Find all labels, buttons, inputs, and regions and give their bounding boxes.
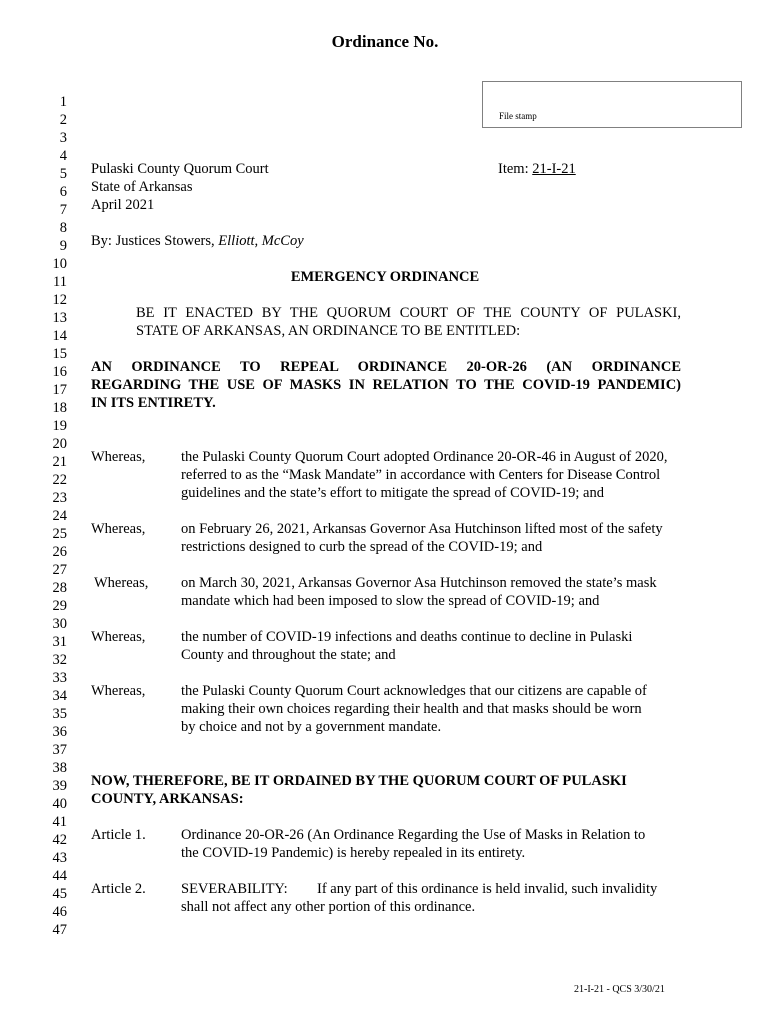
- line-number: 9: [59, 238, 67, 254]
- document-title: Ordinance No.: [331, 32, 439, 51]
- line-number: 30: [52, 616, 67, 632]
- line-number: 47: [52, 922, 67, 938]
- line-number: 38: [52, 760, 67, 776]
- line-number: 11: [53, 274, 67, 290]
- line-number: 10: [52, 256, 67, 272]
- line-number: 40: [52, 796, 67, 812]
- line-number: 22: [52, 472, 67, 488]
- line-number: 39: [52, 778, 67, 794]
- ordinance-type: EMERGENCY ORDINANCE: [290, 269, 480, 285]
- line-number: 29: [52, 598, 67, 614]
- line-number: 24: [52, 508, 67, 524]
- whereas-4-line-1: the number of COVID-19 infections and deaths continue to decline in Pulaski: [181, 629, 633, 645]
- line-number: 16: [52, 364, 67, 380]
- article-2-line-2: shall not affect any other portion of this ordinance.: [181, 899, 476, 915]
- whereas-1-line-2: referred to as the “Mask Mandate” in accordance with Centers for Disease Control: [181, 467, 661, 483]
- state-name: State of Arkansas: [91, 179, 193, 195]
- line-number: 42: [52, 832, 67, 848]
- sponsors-italic: Elliott, McCoy: [218, 233, 304, 249]
- line-number: 20: [52, 436, 67, 452]
- whereas-5-line-3: by choice and not by a government mandate.: [181, 719, 442, 735]
- line-number: 41: [52, 814, 67, 830]
- whereas-label: Whereas,: [94, 575, 149, 591]
- whereas-3-line-1: on March 30, 2021, Arkansas Governor Asa Hutchinson removed the state’s mask: [181, 575, 657, 591]
- article-label: Article 2.: [91, 881, 146, 897]
- whereas-label: Whereas,: [91, 629, 146, 645]
- line-number: 25: [52, 526, 67, 542]
- document-date: April 2021: [91, 197, 155, 213]
- line-number: 32: [52, 652, 67, 668]
- line-number: 3: [59, 130, 67, 146]
- whereas-label: Whereas,: [91, 683, 146, 699]
- ordinance-title-line-3: IN ITS ENTIRETY.: [91, 395, 216, 411]
- line-number: 8: [59, 220, 67, 236]
- line-number: 23: [52, 490, 67, 506]
- whereas-1-line-3: guidelines and the state’s effort to mitigate the spread of COVID-19; and: [181, 485, 604, 501]
- whereas-label: Whereas,: [91, 449, 146, 465]
- line-number: 18: [52, 400, 67, 416]
- sponsors: [91, 232, 304, 250]
- whereas-label: Whereas,: [91, 521, 146, 537]
- article-1-line-2: the COVID-19 Pandemic) is hereby repealed in its entirety.: [181, 845, 526, 861]
- line-number: 6: [59, 184, 67, 200]
- line-number: 33: [52, 670, 67, 686]
- file-stamp-box: [482, 81, 742, 128]
- whereas-2-line-1: on February 26, 2021, Arkansas Governor Asa Hutchinson lifted most of the safety: [181, 521, 663, 537]
- line-number: 31: [52, 634, 67, 650]
- line-number: 15: [52, 346, 67, 362]
- whereas-3-line-2: mandate which had been imposed to slow the spread of COVID-19; and: [181, 593, 600, 609]
- ordinance-title-line-2: REGARDING THE USE OF MASKS IN RELATION TO THE COVID-19 PANDEMIC): [91, 377, 681, 393]
- article-1-line-1: Ordinance 20-OR-26 (An Ordinance Regarding the Use of Masks in Relation to: [181, 827, 646, 843]
- whereas-5-line-1: the Pulaski County Quorum Court acknowledges that our citizens are capable of: [181, 683, 647, 699]
- line-number: 5: [59, 166, 67, 182]
- line-number: 37: [52, 742, 67, 758]
- article-label: Article 1.: [91, 827, 146, 843]
- enactment-line-2: STATE OF ARKANSAS, AN ORDINANCE TO BE ENTITLED:: [136, 323, 521, 339]
- item-number: 21-I-21: [532, 161, 576, 177]
- line-number: 43: [52, 850, 67, 866]
- line-number: 1: [59, 94, 67, 110]
- court-name: Pulaski County Quorum Court: [91, 161, 269, 177]
- line-number: 7: [59, 202, 67, 218]
- line-number: 19: [52, 418, 67, 434]
- line-number: 45: [52, 886, 67, 902]
- line-number: 13: [52, 310, 67, 326]
- item-reference: [498, 160, 576, 178]
- line-number: 2: [59, 112, 67, 128]
- page-footer: 21-I-21 - QCS 3/30/21: [574, 984, 665, 995]
- whereas-1-line-1: the Pulaski County Quorum Court adopted Ordinance 20-OR-46 in August of 2020,: [181, 449, 668, 465]
- line-number: 34: [52, 688, 67, 704]
- line-number: 14: [52, 328, 67, 344]
- sponsors-prefix: By: Justices Stowers,: [91, 233, 219, 249]
- line-number: 27: [52, 562, 67, 578]
- now-therefore-line-1: NOW, THEREFORE, BE IT ORDAINED BY THE QUORUM COURT OF PULASKI: [91, 773, 627, 789]
- now-therefore-line-2: COUNTY, ARKANSAS:: [91, 791, 244, 807]
- line-number: 44: [52, 868, 67, 884]
- whereas-4-line-2: County and throughout the state; and: [181, 647, 396, 663]
- article-2-heading: SEVERABILITY:: [181, 881, 288, 897]
- article-2-line-1: If any part of this ordinance is held invalid, such invalidity: [317, 881, 658, 897]
- whereas-5-line-2: making their own choices regarding their health and that masks should be worn: [181, 701, 642, 717]
- line-number: 21: [52, 454, 67, 470]
- line-number: 4: [59, 148, 67, 164]
- line-number: 28: [52, 580, 67, 596]
- whereas-2-line-2: restrictions designed to curb the spread of the COVID-19; and: [181, 539, 543, 555]
- line-number: 17: [52, 382, 67, 398]
- line-number: 46: [52, 904, 67, 920]
- file-stamp-label: File stamp: [499, 111, 537, 121]
- ordinance-title-line-1: AN ORDINANCE TO REPEAL ORDINANCE 20-OR-26 (AN ORDINANCE: [91, 359, 681, 375]
- line-number: 36: [52, 724, 67, 740]
- item-label: Item:: [498, 161, 533, 177]
- line-number: 26: [52, 544, 67, 560]
- line-number: 35: [52, 706, 67, 722]
- line-number: 12: [52, 292, 67, 308]
- enactment-line-1: BE IT ENACTED BY THE QUORUM COURT OF THE COUNTY OF PULASKI,: [136, 305, 681, 321]
